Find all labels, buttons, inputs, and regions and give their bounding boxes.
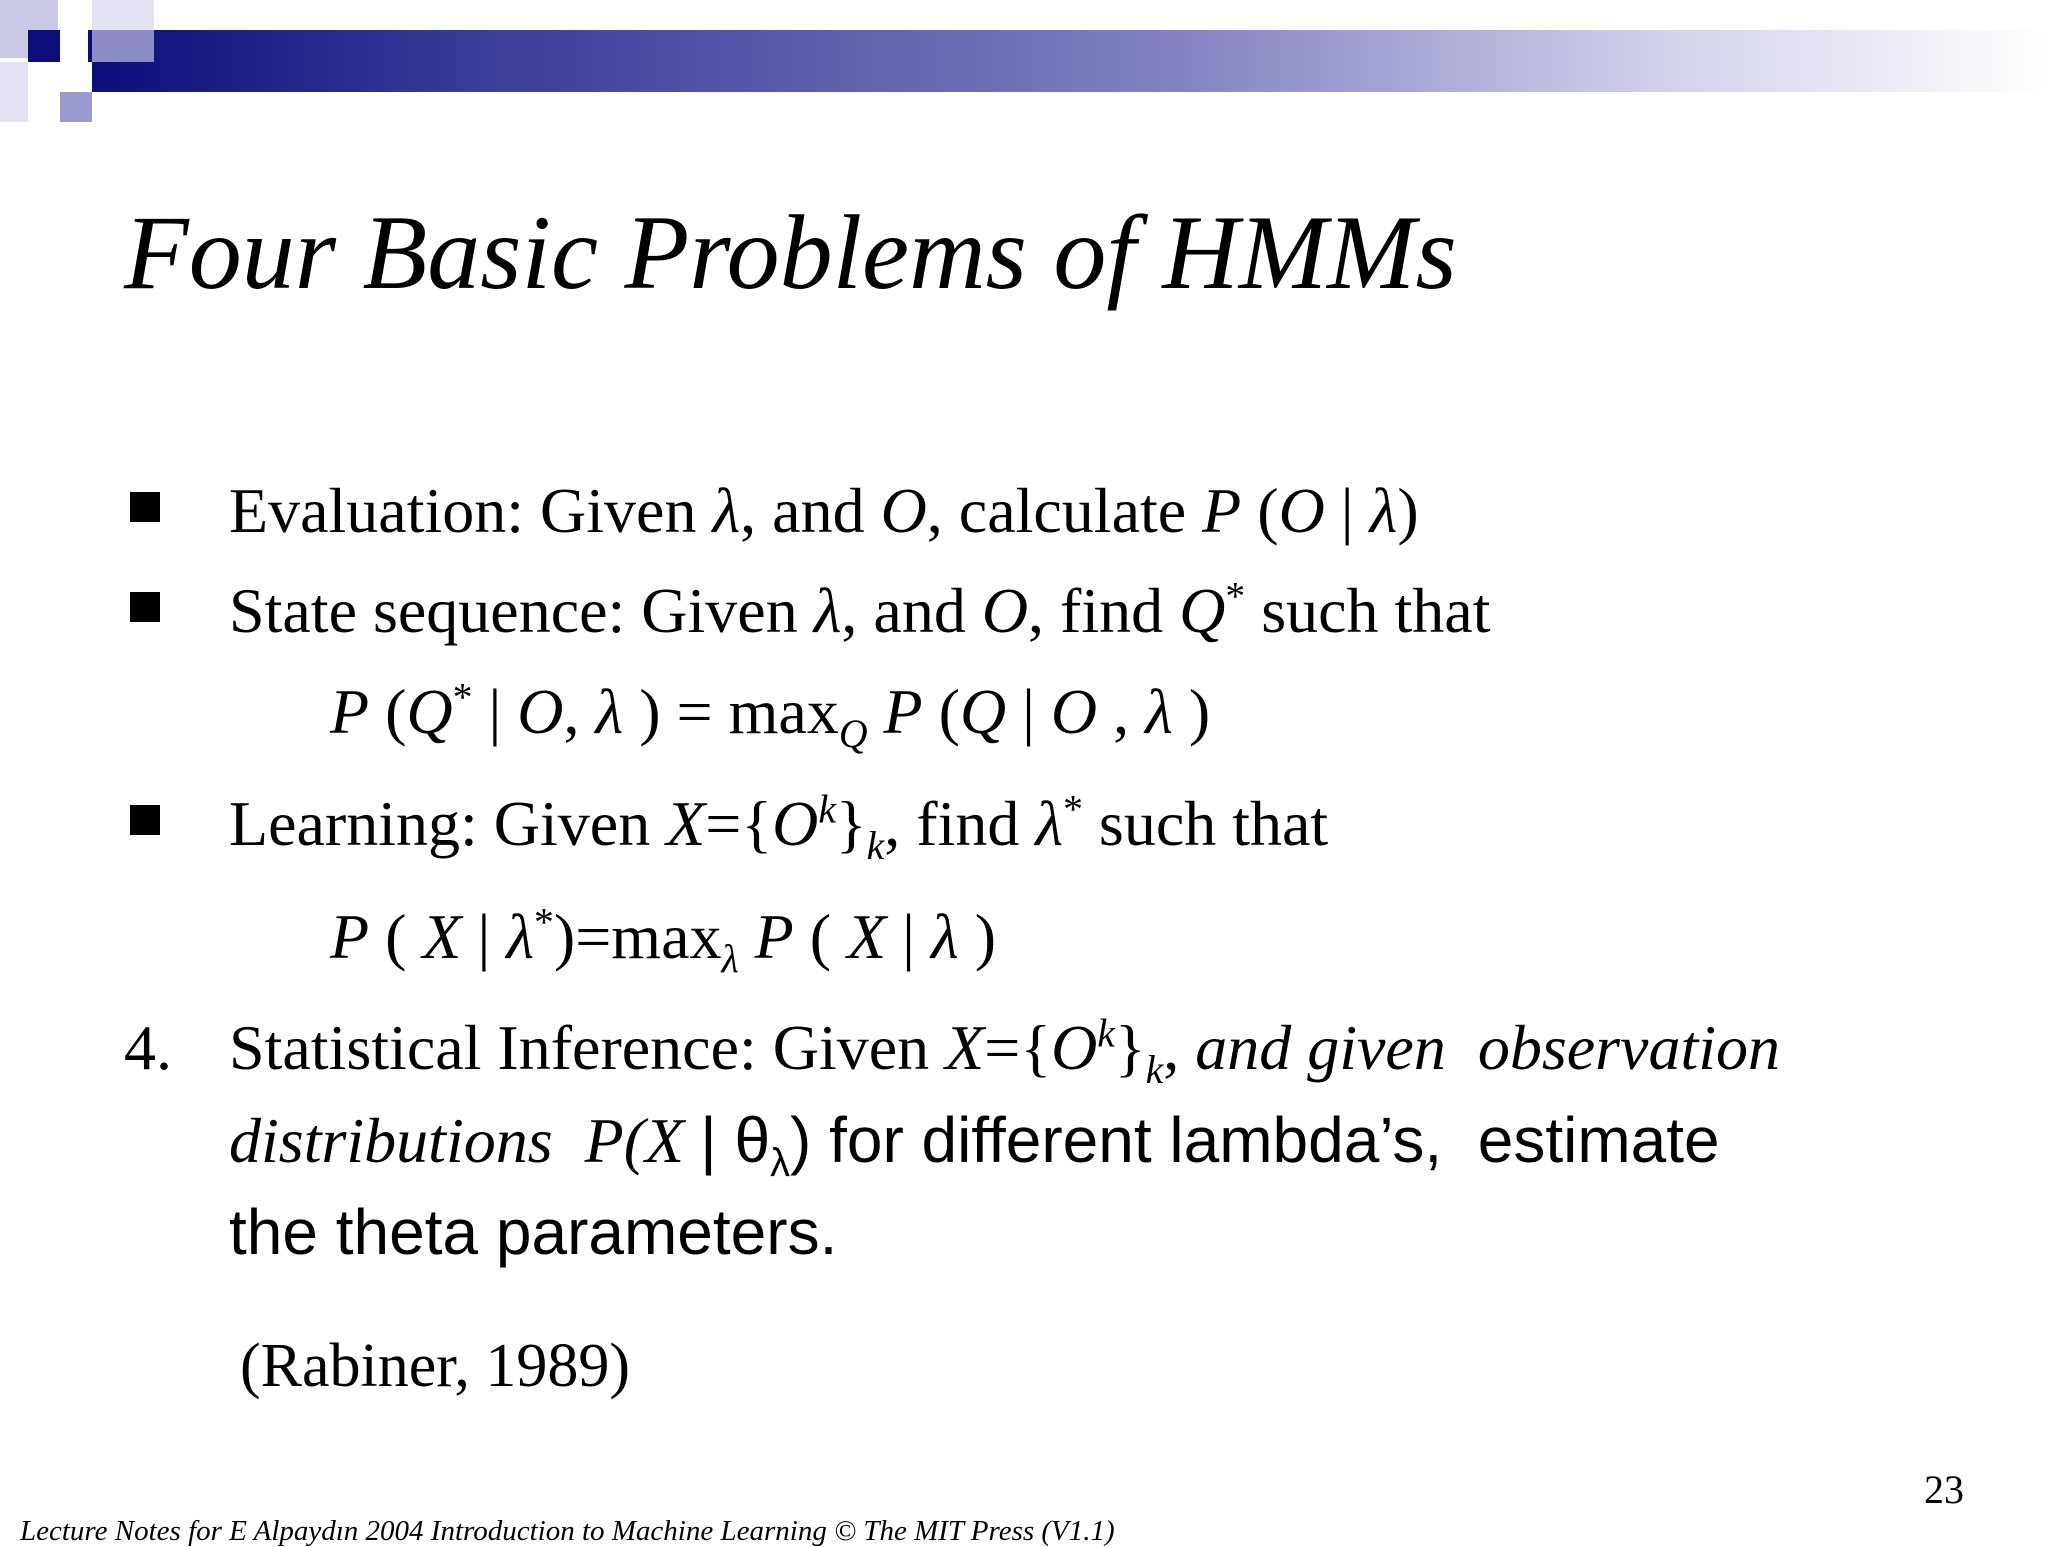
- decor-square: [92, 30, 154, 62]
- bullet-state-sequence: [229, 574, 1491, 646]
- rich-text: P ( X | $\lambda^*)=\max_\lambda$ P ( X | λ ): [330, 900, 996, 981]
- slide-title: Four Basic Problems of HMMs: [124, 194, 1457, 311]
- rich-text: State sequence: Given λ, and O, find Q* such that: [229, 574, 1491, 646]
- decor-square: [0, 62, 28, 122]
- item-number: 4.: [124, 1012, 172, 1083]
- bullet-marker: [130, 492, 160, 522]
- rich-text: P (Q* | O, λ ) = $\max_Q P$ (Q | O , λ ): [330, 675, 1211, 756]
- decor-square: [92, 0, 154, 30]
- item-statistical-inference-line1: Statistical Inference: Given $X=\{O^k\}_k$, and given observation: [229, 1011, 1780, 1092]
- bullet-marker: [130, 805, 160, 835]
- bullet-marker: [130, 592, 160, 622]
- bullet-learning: [229, 787, 1329, 868]
- decor-square: [60, 62, 92, 92]
- formula-learning: [330, 900, 996, 981]
- decor-square: [60, 92, 92, 122]
- citation: (Rabiner, 1989): [240, 1332, 631, 1400]
- item-statistical-inference-line3: the theta parameters.: [229, 1196, 838, 1268]
- formula-state-sequence: [330, 675, 1211, 756]
- header-gradient-bar: [88, 30, 2048, 92]
- footer-credit: Lecture Notes for E Alpaydın 2004 Introduction to Machine Learning © The MIT Press (V1.1): [20, 1515, 1115, 1547]
- bullet-evaluation: [229, 475, 1419, 546]
- item-statistical-inference-line2: distributions P(X | $\theta_\lambda$) for different lambda’s, estimate: [229, 1104, 1720, 1185]
- decor-square: [28, 30, 60, 62]
- rich-text: Learning: Given $X=\{O^k\}_k$, find λ* such that: [229, 787, 1329, 868]
- page-number: 23: [1924, 1467, 1964, 1512]
- rich-text: Evaluation: Given λ, and O, calculate P (O | λ): [229, 475, 1419, 546]
- header-banner: [0, 0, 2048, 125]
